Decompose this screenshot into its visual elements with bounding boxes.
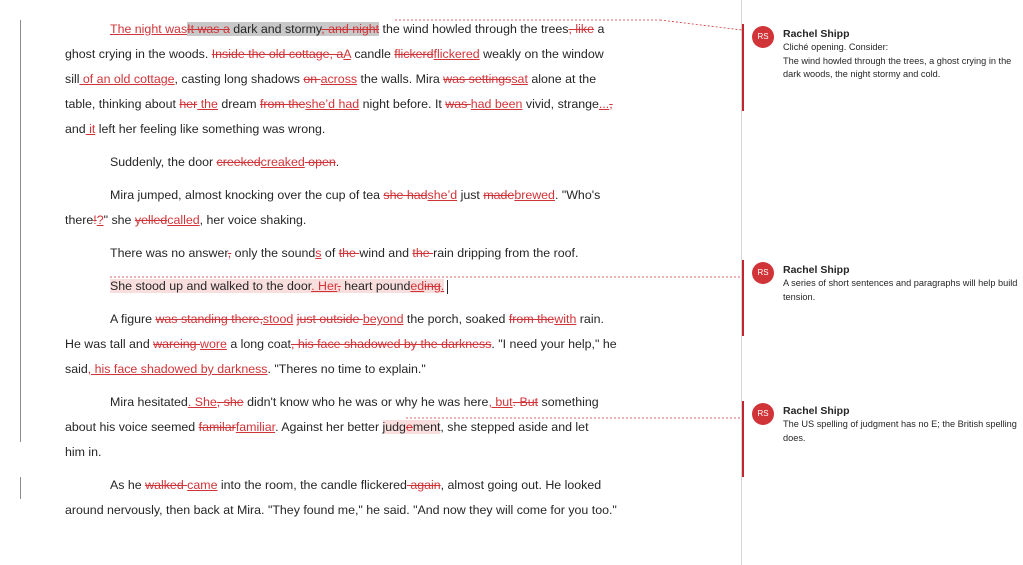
deletion: just outside xyxy=(296,312,363,326)
insertion: of an old cottage xyxy=(79,72,175,86)
insertion: sat xyxy=(511,72,528,86)
paragraph-7[interactable]: Mira hesitated. She, she didn't know who he was or why he was here, but. But something about his voice seemed familarfamiliar. Against her better judgement, she stepped aside and let him in. xyxy=(65,395,599,459)
insertion: it xyxy=(85,122,96,136)
deletion: from the xyxy=(259,97,306,111)
comment-3[interactable] xyxy=(742,401,1023,477)
deletion: . But xyxy=(512,395,539,409)
deletion: e xyxy=(405,420,413,434)
deletion: her xyxy=(179,97,198,111)
deletion: was xyxy=(445,97,471,111)
comment-1[interactable] xyxy=(742,24,1023,111)
insertion: . Her xyxy=(311,279,338,293)
insertion: stood xyxy=(262,312,294,326)
paragraph-8[interactable]: As he walked came into the room, the candle flickered again, almost going out. He looked around nervously, then back at Mira. "They found me," he said. "And now they will come for you too." xyxy=(65,478,617,517)
insertion: she’d xyxy=(427,188,458,202)
deletion: , his face shadowed by the darkness xyxy=(290,337,492,351)
comment-bar xyxy=(742,401,744,477)
comment-author: Rachel Shipp xyxy=(783,264,850,276)
deletion: on xyxy=(303,72,321,86)
comment-text: Cliché opening. Consider: The wind howled through the trees, a ghost crying in the dark woods, the night stormy and cold. xyxy=(783,42,1012,79)
insertion: A xyxy=(343,47,351,61)
insertion: s xyxy=(315,246,322,260)
commented-range[interactable]: judgement xyxy=(382,420,441,434)
insertion: with xyxy=(554,312,577,326)
deletion: ! xyxy=(93,213,97,227)
deletion: open xyxy=(304,155,336,169)
insertion: ... xyxy=(598,97,610,111)
comment-bar xyxy=(742,24,744,111)
insertion: familiar xyxy=(235,420,276,434)
insertion: , his face shadowed by darkness xyxy=(87,362,268,376)
comment-author: Rachel Shipp xyxy=(783,405,850,417)
deletion: yelled xyxy=(134,213,168,227)
insertion: . She xyxy=(187,395,217,409)
deletion: the xyxy=(338,246,360,260)
insertion: across xyxy=(320,72,358,86)
deletion: , she xyxy=(216,395,244,409)
comment-2[interactable] xyxy=(742,260,1023,336)
deletion: Inside the old cottage, a xyxy=(211,47,344,61)
paragraph-1[interactable]: The night wasIt was a dark and stormy, and night the wind howled through the trees, like a ghost crying in the woods. Inside the old cottage, aA candle flickerdflickered weakly on the window sill of an old cottage, casting long shadows on across the walls. Mira was settingssat alone at the table, thinking about her the dream from theshe’d had night before. It was had been vivid, strange..., and it left her feeling like something was wrong. xyxy=(65,22,613,136)
deletion: , like xyxy=(568,22,594,36)
deletion: ing xyxy=(424,279,441,293)
insertion: creaked xyxy=(260,155,305,169)
deletion: It was a xyxy=(187,22,230,36)
comment-text: The US spelling of judgment has no E; the British spelling does. xyxy=(783,419,1017,443)
insertion: beyond xyxy=(362,312,404,326)
avatar: RS xyxy=(752,26,774,48)
deletion: from the xyxy=(508,312,555,326)
deletion: , xyxy=(337,279,341,293)
comments-pane xyxy=(742,0,1023,565)
deletion: was standing there, xyxy=(155,312,263,326)
deletion: wareing xyxy=(153,337,201,351)
insertion: came xyxy=(187,478,218,492)
insertion: The night was xyxy=(110,22,188,36)
deletion: was settings xyxy=(443,72,512,86)
change-bar xyxy=(20,477,21,499)
deletion: creeked xyxy=(216,155,261,169)
insertion: the xyxy=(197,97,218,111)
commented-range[interactable]: She stood up and walked to the door. Her, heart poundeding. xyxy=(110,279,445,293)
change-bar xyxy=(20,20,21,442)
deletion: the xyxy=(412,246,434,260)
insertion: had been xyxy=(470,97,523,111)
deletion: walked xyxy=(145,478,188,492)
insertion: called xyxy=(167,213,200,227)
commented-range[interactable]: It was a dark and stormy, and night xyxy=(187,22,380,36)
paragraph-2[interactable]: Suddenly, the door creekedcreaked open. xyxy=(110,155,340,169)
paragraph-6[interactable]: A figure was standing there,stood just outside beyond the porch, soaked from thewith rain. He was tall and wareing wore a long coat, his face shadowed by the darkness. "I need your help," he said, his face shadowed by darkness. "Theres no time to explain." xyxy=(65,312,617,376)
insertion: ed xyxy=(410,279,425,293)
comment-text: A series of short sentences and paragraphs will help build tension. xyxy=(783,278,1018,302)
insertion: flickered xyxy=(433,47,480,61)
insertion: wore xyxy=(200,337,227,351)
deletion: , and night xyxy=(321,22,380,36)
text-cursor xyxy=(447,280,448,294)
paragraph-5[interactable] xyxy=(65,274,655,299)
deletion: , xyxy=(227,246,232,260)
insertion: brewed xyxy=(514,188,555,202)
comment-author: Rachel Shipp xyxy=(783,28,850,40)
paragraph-4[interactable]: There was no answer, only the sounds of the wind and the rain dripping from the roof. xyxy=(110,246,579,260)
deletion: , xyxy=(609,97,613,111)
deletion: made xyxy=(483,188,515,202)
comment-bar xyxy=(742,260,744,336)
deletion: flickerd xyxy=(394,47,434,61)
avatar: RS xyxy=(752,403,774,425)
deletion: familar xyxy=(198,420,236,434)
deletion: she had xyxy=(383,188,428,202)
insertion: she’d had xyxy=(305,97,360,111)
insertion: ? xyxy=(96,213,104,227)
insertion: . xyxy=(440,279,445,293)
avatar: RS xyxy=(752,262,774,284)
insertion: , but xyxy=(488,395,513,409)
paragraph-3[interactable]: Mira jumped, almost knocking over the cup of tea she hadshe’d just madebrewed. "Who's there!?" she yelledcalled, her voice shaking. xyxy=(65,188,601,227)
deletion: again xyxy=(406,478,441,492)
